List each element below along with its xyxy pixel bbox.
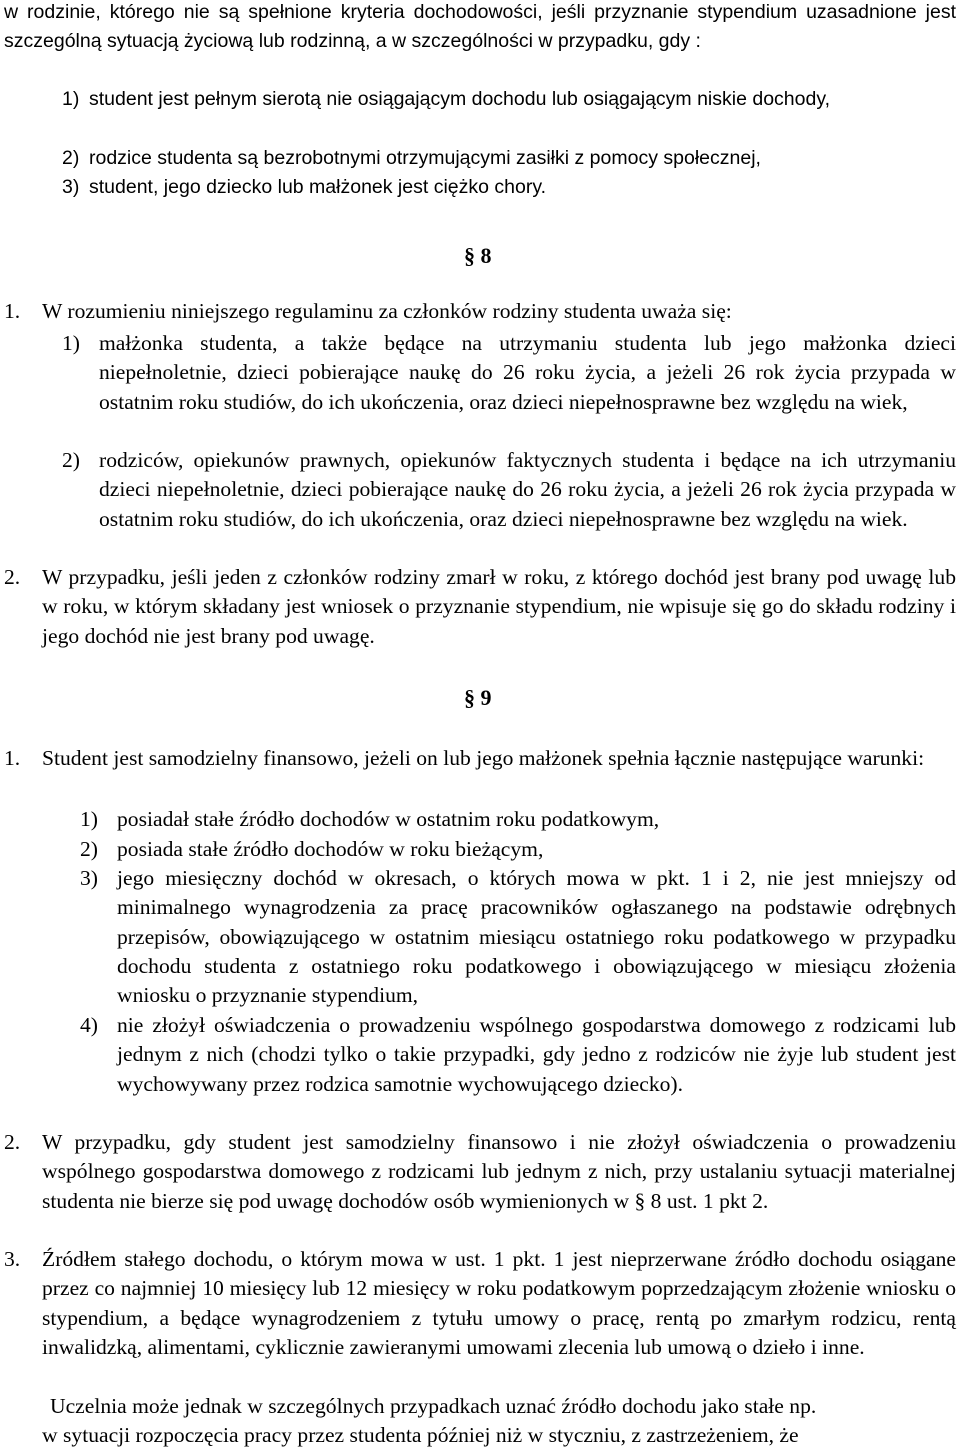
paragraph-text: W przypadku, jeśli jeden z członków rodziny zmarł w roku, z którego dochód jest brany pod uwagę lub w roku, w którym składany jest wniosek o przyznanie stypendium, nie wpisuje się go do składu rodziny i jego dochód nie jest brany pod uwagę. [42,565,956,648]
item-number: 3) [62,176,80,198]
item-number: 1) [80,807,98,831]
item-number: 2) [62,448,80,472]
item-text: nie złożył oświadczenia o prowadzeniu wspólnego gospodarstwa domowego z rodzicami lub jednym z nich (chodzi tylko o takie przypadki, gdy jedno z rodziców nie żyje lub student jest wychowywany przez rodzica samotnie wychowującego dziecko). [117,1013,956,1096]
paragraph-number: 2. [4,1130,21,1154]
section-heading: § 8 [464,243,492,268]
item-text: małżonka studenta, a także będące na utrzymaniu studenta lub jego małżonka dzieci niepełnoletnie, dzieci pobierające naukę do 26 roku życia, a jeżeli 26 rok życia przypada w ostatnim roku studiów, do ich ukończenia, oraz dzieci niepełnosprawne bez względu na wiek, [99,331,956,414]
item-text: student jest pełnym sierotą nie osiągającym dochodu lub osiągającym niskie dochody, [89,88,831,110]
note-text: Uczelnia może jednak w szczególnych przypadkach uznać źródło dochodu jako stałe np. [50,1394,817,1418]
item-text: student, jego dziecko lub małżonek jest ciężko chory. [89,176,547,198]
paragraph-text: W rozumieniu niniejszego regulaminu za członków rodziny studenta uważa się: [42,299,732,323]
paragraph-number: 1. [4,299,21,323]
item-number: 2) [80,837,98,861]
section-heading: § 9 [464,685,492,710]
item-number: 1) [62,331,80,355]
paragraph-number: 1. [4,746,21,770]
paragraph-text: Źródłem stałego dochodu, o którym mowa w ust. 1 pkt. 1 jest nieprzerwane źródło dochodu osiągane przez co najmniej 10 miesięcy lub 12 miesięcy w roku podatkowym poprzedzającym złożenie wniosku o stypendium, a będące wynagrodzeniem z tytułu umowy o pracę, rentą po zmarłym rodzicu, rentą inwalidzką, alimentami, cyklicznie zawieranymi umowami zlecenia lub umową o dzieło i inne. [42,1247,956,1359]
paragraph-number: 2. [4,565,21,589]
item-text: jego miesięczny dochód w okresach, o których mowa w pkt. 1 i 2, nie jest mniejszy od minimalnego wynagrodzenia za pracę pracowników ogłaszanego na podstawie odrębnych przepisów, obowiązującego w ostatnim miesiącu ostatniego roku podatkowego w przypadku dochodu studenta z ostatniego roku podatkowego i obowiązującego w miesiącu złożenia wniosku o przyznanie stypendium, [117,866,956,1008]
item-text: rodzice studenta są bezrobotnymi otrzymującymi zasiłki z pomocy społecznej, [89,147,761,169]
note-continuation: w sytuacji rozpoczęcia pracy przez studenta później niż w styczniu, z zastrzeżeniem, że [42,1423,799,1447]
item-number: 1) [62,88,80,110]
item-text: posiada stałe źródło dochodów w roku bieżącym, [117,837,544,861]
paragraph-number: 3. [4,1247,21,1271]
item-number: 3) [80,866,98,890]
item-text: rodziców, opiekunów prawnych, opiekunów faktycznych studenta i będące na ich utrzymaniu dzieci niepełnoletnie, dzieci pobierające naukę do 26 roku życia, a jeżeli 26 rok życia przypada w ostatnim roku studiów, do ich ukończenia, oraz dzieci niepełnosprawne bez względu na wiek. [99,448,956,531]
item-text: posiadał stałe źródło dochodów w ostatnim roku podatkowym, [117,807,660,831]
item-number: 4) [80,1013,98,1037]
item-number: 2) [62,147,80,169]
paragraph-text: Student jest samodzielny finansowo, jeżeli on lub jego małżonek spełnia łącznie następujące warunki: [42,746,925,770]
intro-paragraph: w rodzinie, którego nie są spełnione kryteria dochodowości, jeśli przyznanie stypendium uzasadnione jest szczególną sytuacją życiową lub rodzinną, a w szczególności w przypadku, gdy : [4,1,956,53]
paragraph-text: W przypadku, gdy student jest samodzielny finansowo i nie złożył oświadczenia o prowadzeniu wspólnego gospodarstwa domowego z rodzicami lub jednym z nich, przy ustalaniu sytuacji materialnej studenta nie bierze się pod uwagę dochodów osób wymienionych w § 8 ust. 1 pkt 2. [42,1130,956,1213]
